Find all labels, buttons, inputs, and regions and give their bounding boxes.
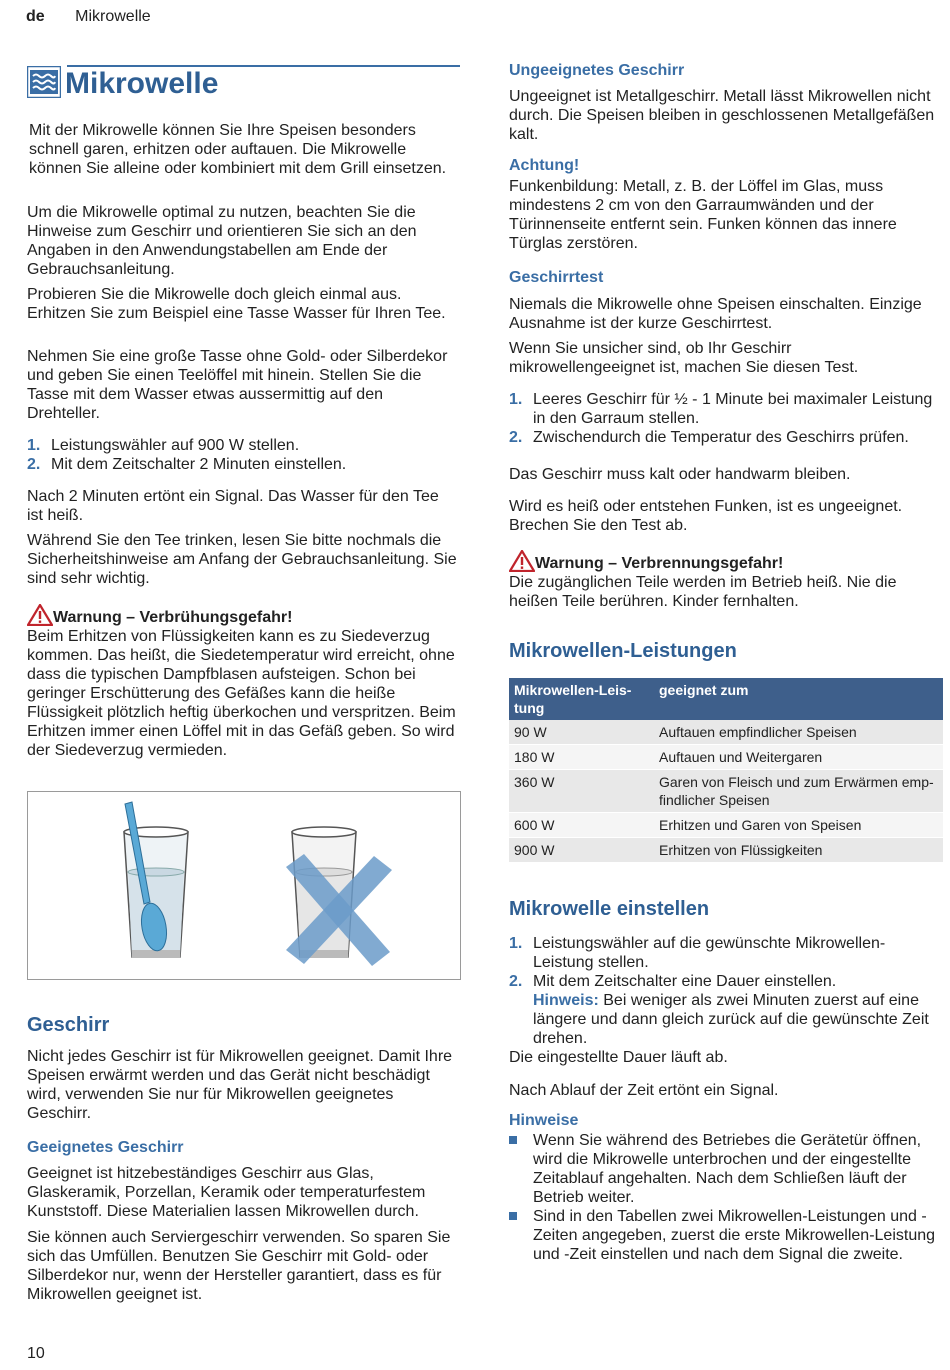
paragraph-test-4: Wird es heiß oder entstehen Funken, ist es ungeeignet. Brechen Sie den Test ab. — [509, 498, 903, 534]
table-row — [509, 770, 943, 813]
hint-label: Hinweis: — [533, 992, 599, 1009]
bullet-square-icon — [509, 1136, 517, 1144]
subheading-geeignet: Geeignetes Geschirr — [27, 1139, 184, 1156]
subheading-ungeeignet: Ungeeignetes Geschirr — [509, 62, 685, 79]
step-text: Mit dem Zeitschalter eine Dauer einstellen. — [533, 973, 837, 990]
glass-illustration-svg — [28, 792, 460, 979]
table-cell-use: Garen von Fleisch und zum Erwärmen emp-findlicher Speisen — [654, 770, 943, 813]
warning-title-row — [27, 604, 459, 627]
paragraph-signal: Nach 2 Minuten ertönt ein Signal. Das Wasser für den Tee ist heiß. — [27, 488, 439, 524]
bullet-text: Wenn Sie während des Betriebes die Gerätetür öffnen, wird die Mikrowelle unterbrochen und der eingestellte Zeitablauf angehalten. Nach dem Schließen läuft der Betrieb weiter. — [533, 1132, 922, 1206]
paragraph-test-2: Wenn Sie unsicher sind, ob Ihr Geschirr mikrowellengeeignet ist, machen Sie diesen Test. — [509, 340, 859, 376]
list-item — [509, 1131, 943, 1207]
title-block — [27, 64, 460, 100]
warning-burn — [509, 550, 943, 611]
table-cell-power: 360 W — [509, 770, 654, 813]
table-row — [509, 838, 943, 863]
table-row — [509, 745, 943, 770]
step-number: 1. — [27, 437, 41, 454]
paragraph-end-signal: Nach Ablauf der Zeit ertönt ein Signal. — [509, 1082, 779, 1099]
table-cell-use: Auftauen empfindlicher Speisen — [654, 720, 943, 745]
step-number: 1. — [509, 391, 523, 408]
table-cell-power: 180 W — [509, 745, 654, 770]
hint-note — [533, 991, 943, 1048]
paragraph-safety: Während Sie den Tee trinken, lesen Sie bitte nochmals die Sicherheitshinweise am Anfang der Gebrauchsanleitung. Sie sind sehr wichtig. — [27, 532, 457, 587]
step-item — [509, 390, 941, 428]
step-text: Leistungswähler auf 900 W stellen. — [51, 437, 300, 454]
language-code: de — [26, 8, 45, 25]
warning-title-row — [509, 550, 943, 573]
table-header-row — [509, 678, 943, 720]
glass-crossed-icon — [286, 827, 392, 966]
paragraph-test-3: Das Geschirr muss kalt oder handwarm bleiben. — [509, 466, 851, 483]
table-cell-use: Erhitzen von Flüssigkeiten — [654, 838, 943, 863]
bullet-text: Sind in den Tabellen zwei Mikrowellen-Leistungen und -Zeiten angegeben, zuerst die erste Mikrowellen-Leistung und -Zeit einstellen und nach dem Signal die zweite. — [533, 1208, 936, 1263]
paragraph-geschirr: Nicht jedes Geschirr ist für Mikrowellen geeignet. Damit Ihre Speisen erwärmt werden und das Gerät nicht beschädigt wird, verwenden Sie nur für Mikrowellen geeignetes Geschirr. — [27, 1048, 453, 1122]
paragraph-ungeeignet: Ungeeignet ist Metallgeschirr. Metall lässt Mikrowellen nicht durch. Die Speisen bleiben in geschlossenen Metallgefäßen kalt. — [509, 88, 935, 143]
table-cell-power: 90 W — [509, 720, 654, 745]
step-number: 2. — [27, 456, 41, 473]
step-text: Mit dem Zeitschalter 2 Minuten einstellen. — [51, 456, 347, 473]
table-row — [509, 813, 943, 838]
paragraph-duration: Die eingestellte Dauer läuft ab. — [509, 1049, 728, 1066]
step-number: 2. — [509, 429, 523, 446]
step-item — [509, 972, 943, 991]
glass-with-spoon-icon — [124, 802, 188, 958]
paragraph-geeignet-2: Sie können auch Serviergeschirr verwenden. So sparen Sie sich das Umfüllen. Benutzen Sie Geschirr mit Gold- oder Silberdekor nur, wenn der Hersteller garantiert, dass es für Mikrowellen geeignet ist. — [27, 1229, 451, 1303]
warning-triangle-icon — [509, 550, 535, 572]
subheading-geschirrtest: Geschirrtest — [509, 269, 604, 286]
subheading-hinweise: Hinweise — [509, 1112, 579, 1129]
header-section: Mikrowelle — [75, 8, 151, 25]
warning-title: Warnung – Verbrühungsgefahr! — [53, 609, 293, 626]
step-item — [27, 455, 459, 474]
intro-paragraph: Mit der Mikrowelle können Sie Ihre Speisen besonders schnell garen, erhitzen oder auftauen. Die Mikrowelle können Sie alleine oder kombiniert mit dem Grill einsetzen. — [29, 122, 447, 177]
table-cell-power: 600 W — [509, 813, 654, 838]
step-item — [509, 428, 941, 447]
table-row — [509, 720, 943, 745]
table-header-use: geeignet zum — [654, 678, 943, 720]
bullet-square-icon — [509, 1212, 517, 1220]
table-cell-power: 900 W — [509, 838, 654, 863]
paragraph-cup: Nehmen Sie eine große Tasse ohne Gold- oder Silberdekor und geben Sie einen Teelöffel mit hinein. Stellen Sie die Tasse mit dem Wasser etwas aussermittig auf den Drehteller. — [27, 348, 448, 422]
power-table — [509, 678, 943, 863]
warning-text: Beim Erhitzen von Flüssigkeiten kann es zu Siedeverzug kommen. Das heißt, die Siedetemperatur wird erreicht, ohne dass die typischen Dampfblasen aufsteigen. Schon bei geringer Erschütterung des Gefäßes kann die heiße Flüssigkeit plötzlich heftig überkochen und verspritzen. Beim Erhitzen immer einen Löffel mit in das Gefäß geben. So wird der Siedeverzug vermieden. — [27, 628, 456, 759]
warning-title: Warnung – Verbrennungsgefahr! — [535, 555, 784, 572]
hint-text: Bei weniger als zwei Minuten zuerst auf eine längere und dann gleich zurück auf die gewünschte Zeit drehen. — [533, 992, 929, 1047]
page-header — [26, 8, 151, 26]
page-title: Mikrowelle — [65, 67, 219, 100]
paragraph-achtung: Funkenbildung: Metall, z. B. der Löffel im Glas, muss mindestens 2 cm von den Garraumwänden und der Türinnenseite entfernt sein. Funken können das innere Türglas zerstören. — [509, 178, 897, 252]
paragraph-try: Probieren Sie die Mikrowelle doch gleich einmal aus. Erhitzen Sie zum Beispiel eine Tasse Wasser für Ihren Tee. — [27, 286, 446, 322]
warning-text: Die zugänglichen Teile werden im Betrieb heiß. Nie die heißen Teile berühren. Kinder fernhalten. — [509, 574, 897, 610]
paragraph-usage: Um die Mikrowelle optimal zu nutzen, beachten Sie die Hinweise zum Geschirr und orientieren Sie sich an den Angaben in den Anwendungstabellen am Ende der Gebrauchsanleitung. — [27, 204, 417, 278]
microwave-icon — [27, 66, 61, 98]
page-number: 10 — [27, 1345, 45, 1362]
section-heading-leistungen: Mikrowellen-Leistungen — [509, 640, 737, 662]
step-text: Zwischendurch die Temperatur des Geschirrs prüfen. — [533, 429, 909, 446]
table-cell-use: Erhitzen und Garen von Speisen — [654, 813, 943, 838]
glass-illustration — [27, 791, 461, 980]
paragraph-test-1: Niemals die Mikrowelle ohne Speisen einschalten. Einzige Ausnahme ist der kurze Geschirrtest. — [509, 296, 922, 332]
section-heading-einstellen: Mikrowelle einstellen — [509, 898, 710, 920]
table-cell-use: Auftauen und Weitergaren — [654, 745, 943, 770]
list-item — [509, 1207, 943, 1264]
warning-scald — [27, 604, 459, 760]
step-number: 1. — [509, 935, 523, 952]
step-item — [509, 934, 943, 972]
paragraph-geeignet-1: Geeignet ist hitzebeständiges Geschirr aus Glas, Glaskeramik, Porzellan, Keramik oder temperaturfestem Kunststoff. Diese Materialien lassen Mikrowellen durch. — [27, 1165, 426, 1220]
subheading-achtung: Achtung! — [509, 157, 580, 174]
step-text: Leistungswähler auf die gewünschte Mikrowellen-Leistung stellen. — [533, 935, 886, 971]
step-number: 2. — [509, 973, 523, 990]
step-text: Leeres Geschirr für ½ - 1 Minute bei maximaler Leistung in den Garraum stellen. — [533, 391, 933, 427]
step-item — [27, 436, 459, 455]
table-header-power: Mikrowellen-Leis-tung — [509, 678, 654, 720]
section-heading-geschirr: Geschirr — [27, 1014, 110, 1036]
warning-triangle-icon — [27, 604, 53, 626]
